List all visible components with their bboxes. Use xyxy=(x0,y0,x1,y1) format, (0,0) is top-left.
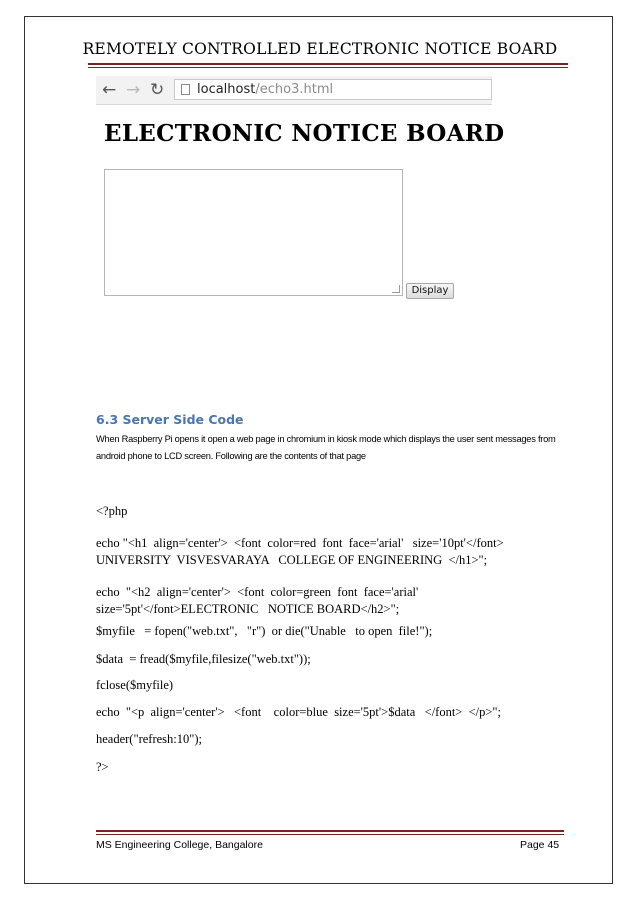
header-rule-thin xyxy=(88,67,568,68)
reload-icon: ↻ xyxy=(150,80,165,100)
code-line: echo "<p align='center'> <font color=blue size='5pt'>$data </font> </p>"; xyxy=(96,705,501,719)
address-bar xyxy=(174,79,492,100)
footer-page-number: Page 45 xyxy=(520,839,560,851)
url-host: localhost xyxy=(197,82,256,97)
display-button: Display xyxy=(406,283,454,299)
url-text xyxy=(197,81,333,99)
footer-college: MS Engineering College, Bangalore xyxy=(96,839,263,851)
section-heading: 6.3 Server Side Code xyxy=(96,412,244,427)
code-line: header("refresh:10"); xyxy=(96,732,202,746)
resize-grip-icon xyxy=(392,285,400,293)
footer-rule xyxy=(96,830,564,832)
code-line: $myfile = fopen("web.txt", "r") or die("Unable to open file!"); xyxy=(96,624,433,638)
code-line: fclose($myfile) xyxy=(96,678,174,692)
header-rule xyxy=(88,63,568,65)
body-paragraph: When Raspberry Pi opens it open a web page in chromium in kiosk mode which displays the user sent messages from android phone to LCD screen. Following are the contents of that page xyxy=(96,434,556,461)
page-icon xyxy=(181,84,190,95)
footer-rule-thin xyxy=(96,834,564,835)
url-path: /echo3.html xyxy=(255,82,334,97)
code-line: $data = fread($myfile,filesize("web.txt")); xyxy=(96,652,311,666)
message-textarea xyxy=(104,169,403,296)
code-line: <?php xyxy=(96,504,128,518)
browser-toolbar-screenshot xyxy=(96,76,492,105)
code-line: echo "<h2 align='center'> <font color=green font face='arial' size='5pt'</font>ELECTRONIC NOTICE BOARD</h2>"; xyxy=(96,585,419,616)
forward-arrow-icon: → xyxy=(126,80,141,100)
page-header-title: REMOTELY CONTROLLED ELECTRONIC NOTICE BOARD xyxy=(82,40,558,58)
code-line: echo "<h1 align='center'> <font color=red font face='arial' size='10pt'</font> UNIVERSITY VISVESVARAYA COLLEGE OF ENGINEERING </h1>"; xyxy=(96,536,504,567)
code-line: ?> xyxy=(96,760,109,774)
back-arrow-icon: ← xyxy=(102,80,117,100)
screenshot-page-title: ELECTRONIC NOTICE BOARD xyxy=(104,120,505,147)
